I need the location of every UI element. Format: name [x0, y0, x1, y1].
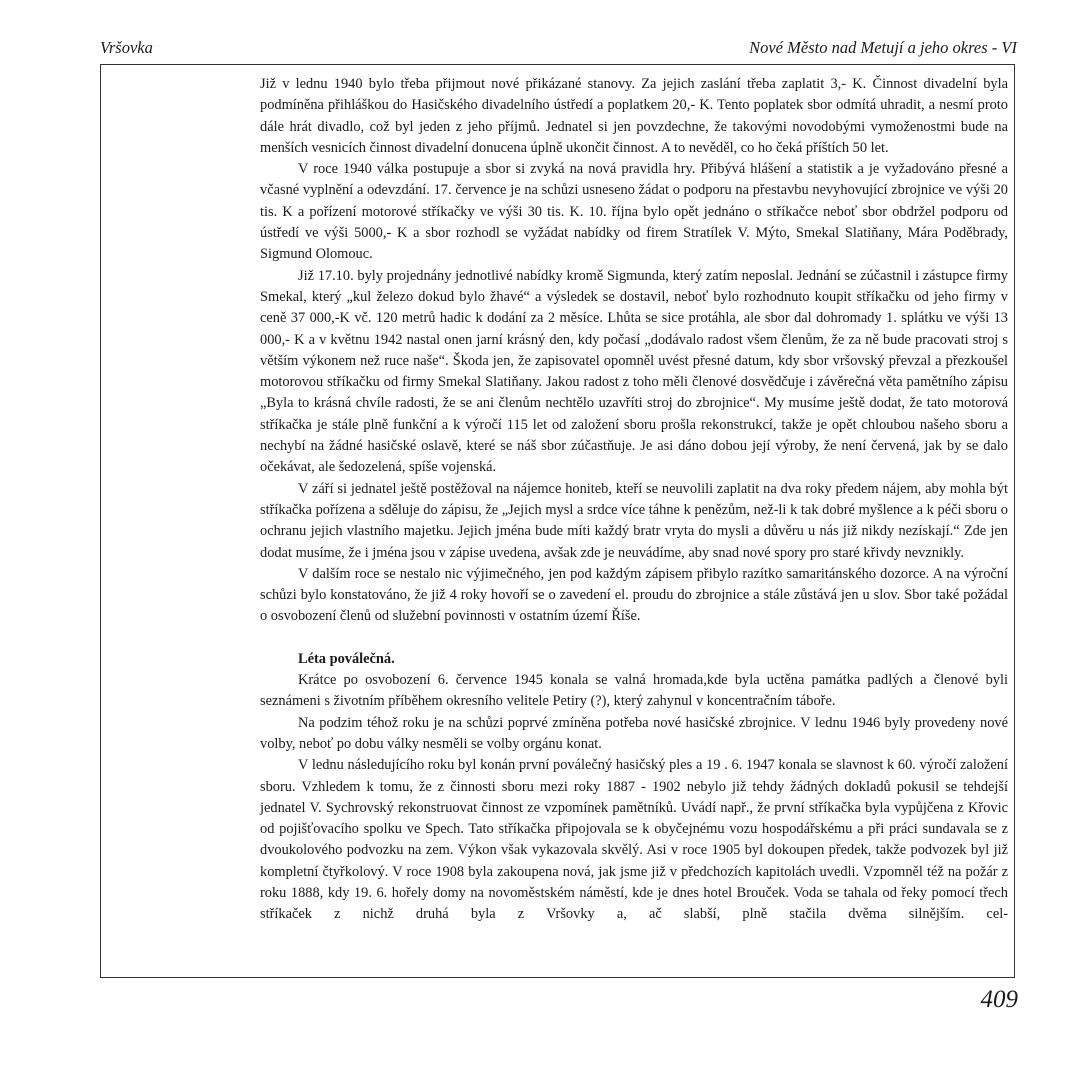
- paragraph-6: Krátce po osvobození 6. července 1945 konala se valná hromada,kde byla uctěna památka padlých a členové byli seznámeni s životním příběhem okresního velitele Petiry (?), který zahynul v koncentračním táboře.: [260, 672, 1008, 710]
- running-head-chapter: Vršovka: [100, 38, 153, 57]
- paragraph-8: V lednu následujícího roku byl konán první poválečný hasičský ples a 19 . 6. 1947 konala se slavnost k 60. výročí založení sboru. Vzhledem k tomu, že z činnosti sboru mezi roky 1887 - 1902 nebylo již tehdy žádných dokladů pokusil se tehdejší jednatel V. Sychrovský rekonstruovat činnost ze vzpomínek pamětníků. Uvádí např., že první stříkačka byla vypůjčena z Křovic od pojišťovacího spolku ve Spech. Tato stříkačka připojovala se k obyčejnému vozu hospodářskému a při práci sundavala se z dvoukolového podvozku na zem. Výkon však vykazovala skvělý. Asi v roce 1905 byl dokoupen předek, takže podvozek byl již kompletní čtyřkolový. V roce 1908 byla zakoupena nová, jak jsme již v předchozích kapitolách uvedli. Vzpomněl též na požár z roku 1888, kdy 19. 6. hořely domy na novoměstském náměstí, kde je dnes hotel Brouček. Voda se tahala od řeky pomocí třech stříkaček z nichž druhá byla z Vršovky a, ač slabší, plně stačila dvěma silnějším. cel-: [260, 757, 1008, 923]
- paragraph-3: Již 17.10. byly projednány jednotlivé nabídky kromě Sigmunda, který zatím neposlal. Jednání se zúčastnil i zástupce firmy Smekal, který „kul železo dokud bylo žhavé“ a výsledek se dostavil, neboť bylo rozhodnuto koupit stříkačku od jeho firmy v ceně 37 000,-K vč. 120 metrů hadic k dodání za 2 měsíce. Lhůta se sice protáhla, ale sbor dal dohromady 1. splátku ve výši 13 000,- K a v květnu 1942 nastal onen jarní krásný den, kdy počasí „dodávalo radost všem členům, že za ně bude pracovati stroj s větším výkonem než ruce naše“. Škoda jen, že zapisovatel opomněl uvést přesné datum, kdy sbor vršovský převzal a přezkoušel motorovou stříkačku od firmy Smekal Slatiňany. Jakou radost z toho měli členové dosvědčuje i závěrečná věta pamětního zápisu „Byla to krásná chvíle radosti, že se ani členům nechtělo uzavříti stroj do zbrojnice“. My musíme ještě dodat, že tato motorová stříkačka je stále plně funkční a k výročí 115 let od založení sboru prošla rekonstrukcí, takže je opět chloubou našeho sboru a nechybí na žádné hasičské oslavě, které se náš sbor zúčastňuje. Je asi dáno dobou její výroby, že není červená, jak by se dalo očekávat, ale šedozelená, spíše vojenská.: [260, 267, 1008, 476]
- paragraph-4: V září si jednatel ještě postěžoval na nájemce honiteb, kteří se neuvolili zaplatit na dva roky předem nájem, aby mohla být stříkačka pořízena a sděluje do zápisu, že „Jejich mysl a srdce více táhne k penězům, než-li k tak dobré myšlence a k péči sboru o ochranu jejich vlastního majetku. Jejich jména bude míti každý bratr vryta do mysli a důvěru u nás již nikdy nezískají.“ Zde jen dodat musíme, že i jména jsou v zápise uvedena, avšak zde je neuvádíme, aby snad nové spory pro staré křivdy nevznikly.: [260, 480, 1008, 561]
- section-heading: Léta poválečná.: [298, 650, 395, 667]
- paragraph-2: V roce 1940 válka postupuje a sbor si zvyká na nová pravidla hry. Přibývá hlášení a statistik a je vyžadováno přesné a včasné vyplnění a odevzdání. 17. července je na schůzi usneseno žádat o podporu na přestavbu nevyhovující zbrojnice ve výši 20 tis. K a pořízení motorové stříkačky ve výši 30 tis. K. 10. října bylo opět jednáno o stříkačce neboť sbor obdržel podporu od ústředí ve výši 5000,- K a sbor rozhodl se vyžádat nabídky od firem Stratílek V. Mýto, Smekal Slatiňany, Mára Poděbrady, Sigmund Olomouc.: [260, 161, 1008, 263]
- paragraph-5: V dalším roce se nestalo nic výjimečného, jen pod každým zápisem přibylo razítko samaritánského dozorce. A na výroční schůzi bylo konstatováno, že již 4 roky hovoří se o zavedení el. proudu do zbrojnice a stále zůstává jen u slov. Sbor také požádal o osvobození členů od služební povinnosti v ostatním území Říše.: [260, 565, 1008, 625]
- text-column: [260, 74, 1008, 926]
- section-gap: [260, 628, 1008, 649]
- page-number: 409: [980, 986, 1018, 1013]
- paragraph-7: Na podzim téhož roku je na schůzi poprvé zmíněna potřeba nové hasičské zbrojnice. V lednu 1946 byly provedeny nové volby, neboť po dobu války nesměli se volby orgánu konat.: [260, 714, 1008, 752]
- paragraph-1: Již v lednu 1940 bylo třeba přijmout nové přikázané stanovy. Za jejich zaslání třeba zaplatit 3,- K. Činnost divadelní byla podmíněna přihláškou do Hasičského divadelního ústředí a poplatkem 20,- K. Tento poplatek sbor odmítá uhradit, a nesmí proto dále hrát divadlo, což byl jeden z jeho příjmů. Jednatel si jen povzdechne, že takovými novodobými vymoženostmi bude na menších vesnicích činnost divadelní donucena úplně ukončit činnost. A to nevěděl, co ho čeká příštích 50 let.: [260, 76, 1008, 156]
- running-head: [100, 37, 1017, 59]
- running-head-book-title: Nové Město nad Metují a jeho okres - VI: [749, 38, 1017, 57]
